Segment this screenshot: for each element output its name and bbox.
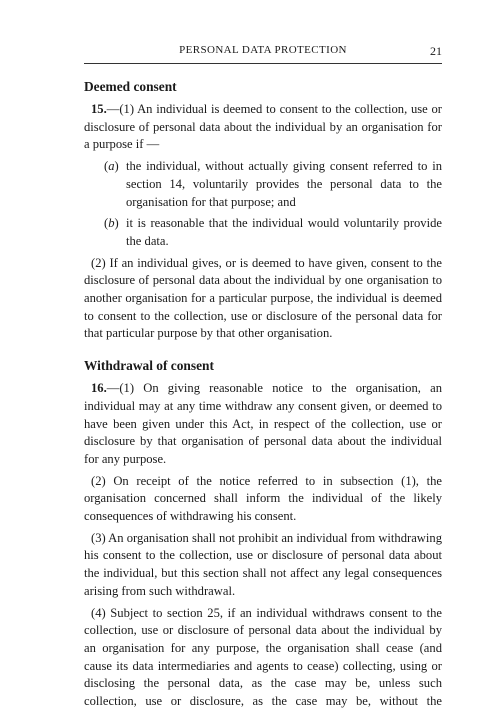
section-16-subsection-3: (3) An organisation shall not prohibit an individual from withdrawing his consent to the collection, use or disclosure of personal data about the individual, but this section shall not affect any legal consequences arising from such withdrawal. <box>84 530 442 598</box>
section-15-subsection-1 <box>84 101 442 154</box>
page-number: 21 <box>430 44 442 58</box>
section-15-number: 15. <box>91 102 107 116</box>
paragraph-a-label: (a) <box>104 159 119 174</box>
running-header <box>84 40 442 58</box>
header-rule <box>84 63 442 64</box>
section-16-subsection-2: (2) On receipt of the notice referred to in subsection (1), the organisation concerned shall inform the individual of the likely consequences of withdrawing his consent. <box>84 473 442 524</box>
document-page <box>84 40 442 715</box>
section-16-subsection-1 <box>84 380 442 469</box>
paragraph-b <box>84 215 442 250</box>
paragraph-b-label: (b) <box>104 216 119 231</box>
paragraph-a <box>84 158 442 211</box>
header-title: PERSONAL DATA PROTECTION <box>179 44 347 56</box>
section-16-number: 16. <box>91 381 107 396</box>
heading-deemed-consent: Deemed consent <box>84 79 177 94</box>
section-15-subsection-2: (2) If an individual gives, or is deemed to have given, consent to the disclosure of personal data about the individual by one organisation to another organisation for a particular purpose, the individual is deemed to consent to the collection, use or disclosure of the personal data for that particular purpose by that other organisation. <box>84 255 442 341</box>
heading-withdrawal-of-consent: Withdrawal of consent <box>84 358 214 374</box>
paragraph-b-text: it is reasonable that the individual would voluntarily provide the data. <box>126 216 442 248</box>
section-15-text: —(1) An individual is deemed to consent to the collection, use or disclosure of personal data about the individual by an organisation for a purpose if — <box>84 102 442 152</box>
section-16-subsection-4: (4) Subject to section 25, if an individual withdraws consent to the collection, use or disclosure of personal data about the individual by an organisation for any purpose, the organisation shall cease (and cause its data intermediaries and agents to cease) collecting, using or disclosing the personal data, as the case may be, unless such collection, use or disclosure, as the case may be, without the <box>84 605 442 709</box>
paragraph-a-text: the individual, without actually giving consent referred to in section 14, voluntarily provides the personal data to the organisation for that purpose; and <box>126 159 442 209</box>
section-16-text: —(1) On giving reasonable notice to the organisation, an individual may at any time withdraw any consent given, or deemed to have been given under this Act, in respect of the collection, use or disclosure by that organisation of personal data about the individual for any purpose. <box>84 381 442 466</box>
